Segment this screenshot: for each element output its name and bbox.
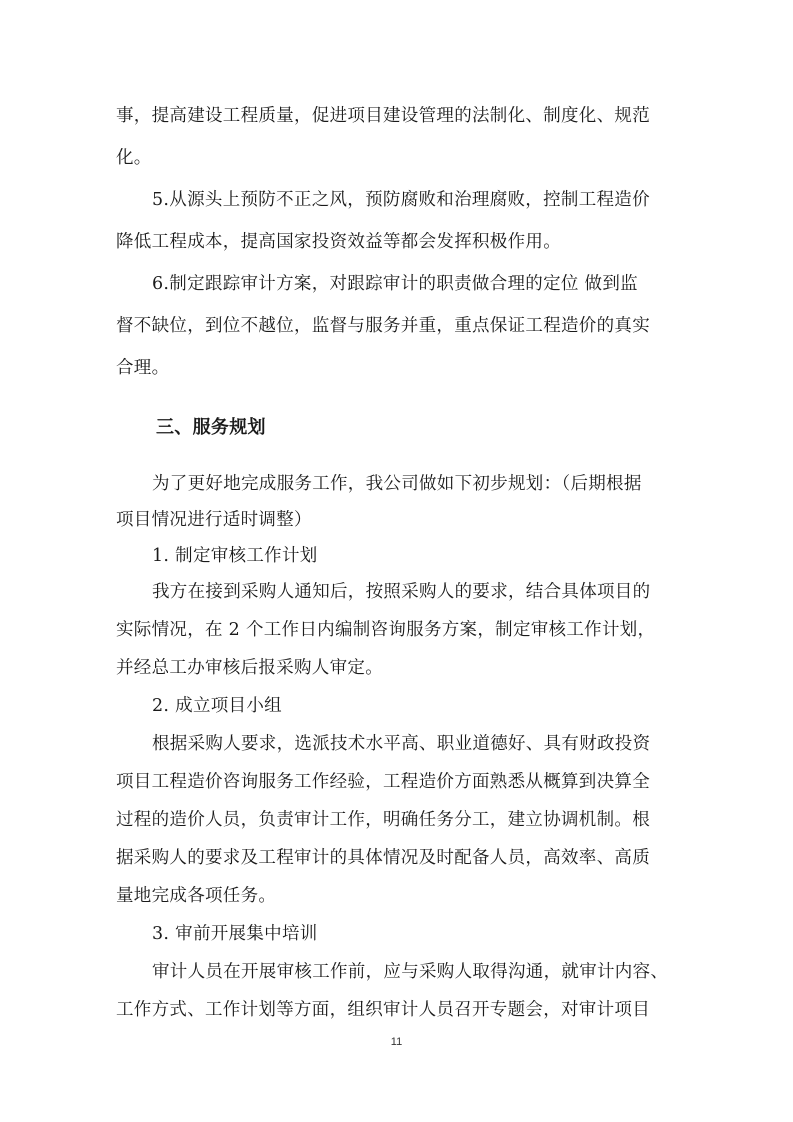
- paragraph-line: 降低工程成本，提高国家投资效益等都会发挥积极作用。: [116, 232, 561, 252]
- paragraph-line: 根据采购人要求，选派技术水平高、职业道德好、具有财政投资: [152, 734, 651, 754]
- subsection-title: 1. 制定审核工作计划: [152, 546, 318, 566]
- paragraph-line: 化。: [116, 148, 152, 168]
- paragraph-line: 实际情况，在 2 个工作日内编制咨询服务方案，制定审核工作计划，: [116, 620, 656, 640]
- paragraph-line: 工作方式、工作计划等方面，组织审计人员召开专题会，对审计项目: [116, 1000, 650, 1020]
- paragraph-line: 审计人员在开展审核工作前，应与采购人取得沟通，就审计内容、: [152, 962, 669, 982]
- paragraph-line: 6.制定跟踪审计方案，对跟踪审计的职责做合理的定位 做到监: [152, 274, 638, 294]
- paragraph-line: 为了更好地完成服务工作，我公司做如下初步规划：（后期根据: [152, 474, 642, 494]
- subsection-title: 3. 审前开展集中培训: [152, 924, 318, 944]
- paragraph-line: 过程的造价人员，负责审计工作，明确任务分工，建立协调机制。根: [116, 810, 650, 830]
- paragraph-line: 据采购人的要求及工程审计的具体情况及时配备人员，高效率、高质: [116, 848, 650, 868]
- paragraph-line: 合理。: [116, 358, 170, 378]
- paragraph-line: 5.从源头上预防不正之风，预防腐败和治理腐败，控制工程造价: [152, 190, 650, 210]
- paragraph-line: 事，提高建设工程质量，促进项目建设管理的法制化、制度化、规范: [116, 106, 650, 126]
- paragraph-line: 并经总工办审核后报采购人审定。: [116, 658, 383, 678]
- paragraph-line: 项目情况进行适时调整）: [116, 510, 312, 530]
- paragraph-line: 我方在接到采购人通知后，按照采购人的要求，结合具体项目的: [152, 582, 651, 602]
- section-heading: 三、服务规划: [156, 417, 266, 438]
- subsection-title: 2. 成立项目小组: [152, 696, 282, 716]
- paragraph-line: 量地完成各项任务。: [116, 886, 277, 906]
- paragraph-line: 督不缺位，到位不越位，监督与服务并重，重点保证工程造价的真实: [116, 316, 650, 336]
- paragraph-line: 项目工程造价咨询服务工作经验，工程造价方面熟悉从概算到决算全: [116, 772, 650, 792]
- page-number: 11: [390, 1036, 403, 1048]
